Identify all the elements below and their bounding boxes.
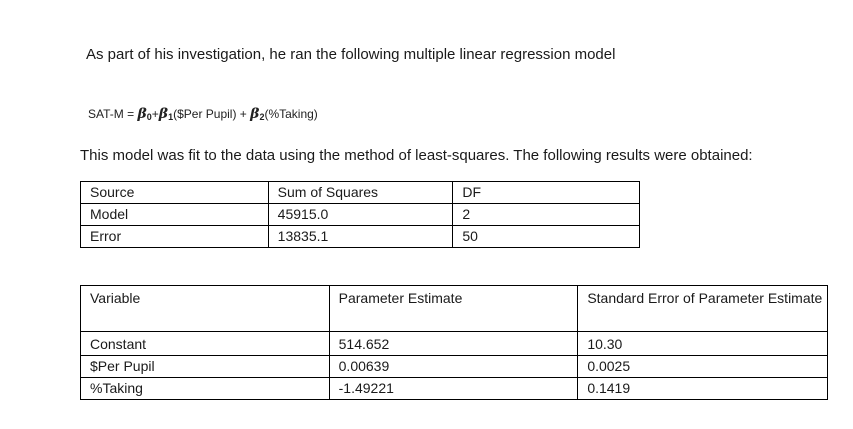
param-variable-cell: Constant: [81, 332, 330, 356]
table-row: [81, 356, 828, 378]
anova-header-source: Source: [81, 182, 269, 204]
table-row: [81, 226, 640, 248]
formula-term-taking: (%Taking): [264, 107, 318, 121]
anova-ss-cell: 45915.0: [268, 204, 453, 226]
beta-0: β: [137, 106, 147, 122]
beta-1: β: [158, 106, 169, 122]
anova-df-cell: 50: [453, 226, 640, 248]
beta-1-subscript: 1: [168, 112, 174, 122]
anova-table: [80, 181, 640, 248]
beta-2: β: [250, 106, 260, 122]
anova-source-cell: Model: [81, 204, 269, 226]
formula-lhs: SAT-M =: [88, 107, 138, 121]
beta-0-subscript: 0: [146, 112, 152, 122]
param-estimate-cell: -1.49221: [329, 378, 578, 400]
param-estimate-cell: 514.652: [329, 332, 578, 356]
regression-formula: [88, 106, 318, 122]
param-std-error-cell: 0.0025: [578, 356, 828, 378]
anova-ss-cell: 13835.1: [268, 226, 453, 248]
param-variable-cell: %Taking: [81, 378, 330, 400]
table-row: [81, 332, 828, 356]
anova-header-df: DF: [453, 182, 640, 204]
param-std-error-cell: 10.30: [578, 332, 828, 356]
intro-text: As part of his investigation, he ran the following multiple linear regression model: [86, 46, 616, 63]
param-header-std-error: Standard Error of Parameter Estimate: [578, 286, 828, 332]
parameter-table: [80, 285, 828, 400]
table-row: [81, 378, 828, 400]
param-header-variable: Variable: [81, 286, 330, 332]
anova-header-row: [81, 182, 640, 204]
param-variable-cell: $Per Pupil: [81, 356, 330, 378]
beta-2-subscript: 2: [259, 112, 265, 122]
fit-description: This model was fit to the data using the method of least-squares. The following results were obtained:: [80, 147, 753, 164]
parameter-header-row: [81, 286, 828, 332]
anova-source-cell: Error: [81, 226, 269, 248]
anova-df-cell: 2: [453, 204, 640, 226]
table-row: [81, 204, 640, 226]
anova-header-sum-of-squares: Sum of Squares: [268, 182, 453, 204]
formula-term-per-pupil: ($Per Pupil) +: [173, 107, 251, 121]
param-header-estimate: Parameter Estimate: [329, 286, 578, 332]
param-std-error-cell: 0.1419: [578, 378, 828, 400]
param-estimate-cell: 0.00639: [329, 356, 578, 378]
formula-plus: +: [151, 107, 159, 121]
